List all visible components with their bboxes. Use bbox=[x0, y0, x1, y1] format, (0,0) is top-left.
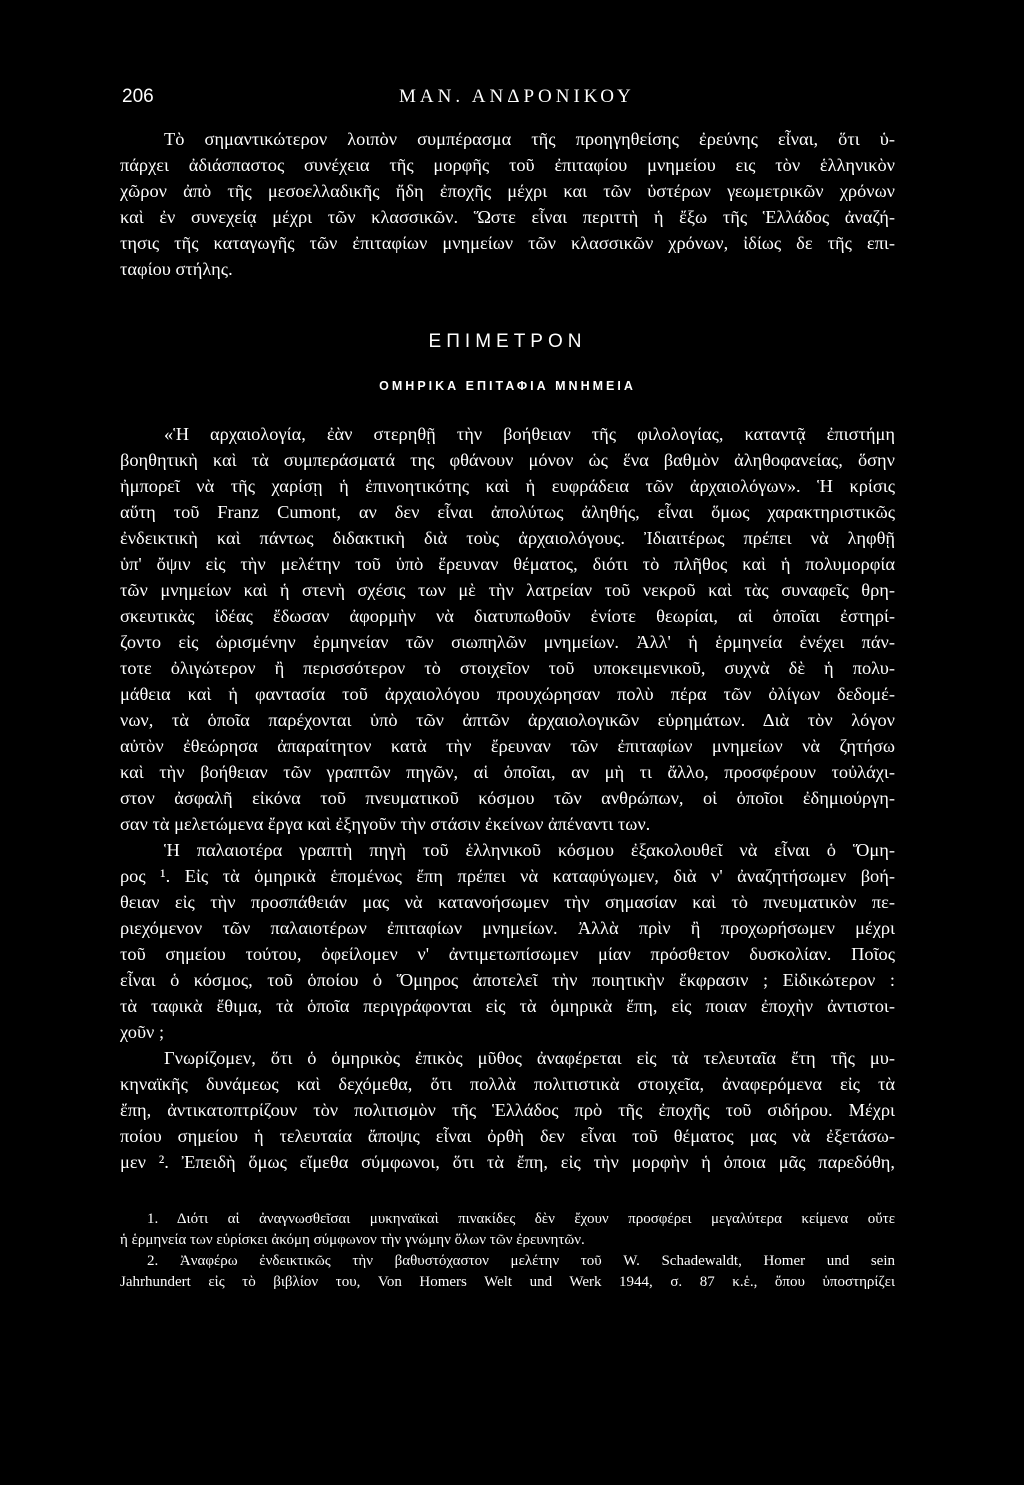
text-line: τησις τῆς καταγωγῆς τῶν ἐπιταφίων μνημείων τῶν κλασσικῶν χρόνων, ἰδίως δε τῆς επι- bbox=[120, 233, 895, 253]
running-head bbox=[120, 84, 895, 110]
text-line: μάθεια καὶ ἡ φαντασία τοῦ ἀρχαιολόγου προυχώρησαν πολὺ πέρα τῶν ὀλίγων δεδομέ- bbox=[120, 684, 895, 704]
text-line: μεν ². Ἐπειδὴ ὅμως εἴμεθα σύμφωνοι, ὅτι τὰ ἔπη, εἰς τὴν μορφὴν ἡ ὁποια μᾶς παρεδόθη, bbox=[120, 1152, 895, 1172]
section-title: ΕΠΙΜΕΤΡΟΝ bbox=[428, 331, 587, 352]
text-line: στον ἀσφαλῆ εἰκόνα τοῦ πνευματικοῦ κόσμου τῶν ανθρώπων, οἱ ὁποῖοι ἐδημιούργη- bbox=[120, 788, 895, 808]
text-line: Ἡ παλαιοτέρα γραπτὴ πηγὴ τοῦ ἑλληνικοῦ κόσμου ἐξακολουθεῖ νὰ εἶναι ὁ Ὅμη- bbox=[164, 840, 895, 860]
page-number: 206 bbox=[122, 86, 154, 107]
footnote-line: 2. Ἀναφέρω ἐνδεικτικῶς τὴν βαθυστόχαστον μελέτην τοῦ W. Schadewaldt, Homer und sein bbox=[147, 1253, 895, 1269]
text-line: τὰ ταφικὰ ἔθιμα, τὰ ὁποῖα περιγράφονται εἰς τὰ ὁμηρικὰ ἔπη, εἰς ποιαν ἐποχὴν ἀντιστοι- bbox=[120, 996, 895, 1016]
text-line: ριεχόμενον τῶν παλαιοτέρων ἐπιταφίων μνημείων. Ἀλλὰ πρὶν ἢ προχωρήσωμεν μέχρι bbox=[120, 918, 895, 938]
text-line: τῶν μνημείων καὶ ἡ στενὴ σχέσις των μὲ τὴν λατρείαν τοῦ νεκροῦ καὶ τὰς συναφεῖς θρη- bbox=[120, 580, 895, 600]
text-line: Γνωρίζομεν, ὅτι ὁ ὁμηρικὸς ἐπικὸς μῦθος ἀναφέρεται εἰς τὰ τελευταῖα ἔτη τῆς μυ- bbox=[164, 1048, 895, 1068]
footnote-line: Jahrhundert εἰς τὸ βιβλίον του, Von Homers Welt und Werk 1944, σ. 87 κ.ἑ., ὅπου ὑποστηρίζει bbox=[120, 1274, 895, 1290]
text-line: ὑπ' ὄψιν εἰς τὴν μελέτην τοῦ ὑπὸ ἔρευναν θέματος, διότι τὸ πλῆθος καὶ ἡ πολυμορφία bbox=[120, 554, 895, 574]
text-line: «Ἡ αρχαιολογία, ἐὰν στερηθῇ τὴν βοήθειαν τῆς φιλολογίας, καταντᾷ ἐπιστήμη bbox=[164, 424, 895, 444]
text-line: αὐτὸν ἐθεώρησα ἀπαραίτητον κατὰ τὴν ἔρευναν τῶν ἐπιταφίων μνημείων νὰ ζητήσω bbox=[120, 736, 895, 756]
footnote-line: ἡ ἑρμηνεία των εὑρίσκει ἀκόμη σύμφωνον τὴν γνώμην ὅλων τῶν ἐρευνητῶν. bbox=[120, 1232, 585, 1248]
text-line: καὶ τὴν βοήθειαν τῶν γραπτῶν πηγῶν, αἱ ὁποῖαι, αν μὴ τι ἄλλο, προσφέρουν τοὐλάχι- bbox=[120, 762, 895, 782]
text-line: πάρχει ἀδιάσπαστος συνέχεια τῆς μορφῆς τοῦ ἐπιταφίου μνημείου εις τὸν ἑλληνικὸν bbox=[120, 155, 895, 175]
text-line: βοηθητικὴ καὶ τὰ συμπεράσματά της φθάνουν μόνον ὡς ἕνα βαθμὸν ἀληθοφανείας, ὅσην bbox=[120, 450, 895, 470]
text-line: καὶ ἐν συνεχείᾳ μέχρι τῶν κλασσικῶν. Ὥστε εἶναι περιττὴ ἡ ἔξω τῆς Ἑλλάδος ἀναζή- bbox=[120, 207, 895, 227]
text-line: σαν τὰ μελετώμενα ἔργα καὶ ἐξηγοῦν τὴν στάσιν ἐκείνων ἀπέναντι των. bbox=[120, 814, 651, 834]
text-line: χῶρον ἀπὸ τῆς μεσοελλαδικῆς ἤδη ἐποχῆς μέχρι και τῶν ὑστέρων γεωμετρικῶν χρόνων bbox=[120, 181, 895, 201]
text-line: ἐνδεικτικὴ καὶ πάντως διδακτικὴ διὰ τοὺς ἀρχαιολόγους. Ἰδιαιτέρως πρέπει νὰ ληφθῇ bbox=[120, 528, 895, 548]
section-subtitle: ΟΜΗΡΙΚΑ ΕΠΙΤΑΦΙΑ ΜΝΗΜΕΙΑ bbox=[379, 379, 636, 393]
text-line: νων, τὰ ὁποῖα παρέχονται ὑπὸ τῶν ἀπτῶν ἀρχαιολογικῶν εὑρημάτων. Διὰ τὸν λόγον bbox=[120, 710, 895, 730]
text-line: σκευτικὰς ἰδέας ἔδωσαν ἀφορμὴν νὰ διατυπωθοῦν ἐνίοτε θεωρίαι, αἱ ὁποῖαι ἐστηρί- bbox=[120, 606, 895, 626]
text-line: εἶναι ὁ κόσμος, τοῦ ὁποίου ὁ Ὅμηρος ἀποτελεῖ τὴν ποιητικὴν ἔκφρασιν ; Εἰδικώτερον : bbox=[120, 970, 895, 990]
text-line: κηναϊκῆς δυνάμεως καὶ δεχόμεθα, ὅτι πολλὰ πολιτιστικὰ στοιχεῖα, ἀναφερόμενα εἰς τὰ bbox=[120, 1074, 895, 1094]
text-line: ταφίου στήλης. bbox=[120, 259, 233, 279]
text-line: ποίου σημείου ἡ τελευταία ἄποψις εἶναι ὀρθὴ δεν εἶναι τοῦ θέματος μας νὰ ἐξετάσω- bbox=[120, 1126, 895, 1146]
text-line: τοῦ σημείου τούτου, ὀφείλομεν ν' ἀντιμετωπίσωμεν μίαν πρόσθετον δυσκολίαν. Ποῖος bbox=[120, 944, 895, 964]
text-line: θειαν εἰς τὴν προσπάθειάν μας νὰ κατανοήσωμεν τὴν σημασίαν καὶ τὸ πνευματικὸν πε- bbox=[120, 892, 895, 912]
text-line: ἠμπορεῖ νὰ τῆς χαρίσῃ ἡ ἐπινοητικότης καὶ ἡ ευφράδεια τῶν ἀρχαιολόγων». Ἡ κρίσις bbox=[120, 476, 895, 496]
text-line: αὕτη τοῦ Franz Cumont, αν δεν εἶναι ἀπολύτως ἀληθής, εἶναι ὅμως χαρακτηριστικῶς bbox=[120, 502, 895, 522]
footnote-line: 1. Διότι αἱ ἀναγνωσθεῖσαι μυκηναϊκαὶ πινακίδες δὲν ἔχουν προσφέρει μεγαλύτερα κείμενα οὔτε bbox=[147, 1211, 895, 1227]
text-line: τοτε ὀλιγώτερον ἢ περισσότερον τὸ στοιχεῖον τοῦ υποκειμενικοῦ, συχνὰ δὲ ἡ πολυ- bbox=[120, 658, 895, 678]
text-line: ἔπη, ἀντικατοπτρίζουν τὸν πολιτισμὸν τῆς Ἑλλάδος πρὸ τῆς ἐποχῆς τοῦ σιδήρου. Μέχρι bbox=[120, 1100, 895, 1120]
running-author: ΜΑΝ. ΑΝΔΡΟΝΙΚΟΥ bbox=[399, 86, 635, 107]
text-line: Τὸ σημαντικώτερον λοιπὸν συμπέρασμα τῆς προηγηθείσης ἐρεύνης εἶναι, ὅτι ὑ- bbox=[164, 129, 895, 149]
text-line: ρος ¹. Εἰς τὰ ὁμηρικὰ ἑπομένως ἔπη πρέπει νὰ καταφύγωμεν, διὰ ν' ἀναζητήσωμεν βοή- bbox=[120, 866, 895, 886]
text-line: ζοντο εἰς ὡρισμένην ἑρμηνείαν τῶν σιωπηλῶν μνημείων. Ἀλλ' ἡ ἑρμηνεία ἐνέχει πάν- bbox=[120, 632, 895, 652]
text-line: χοῦν ; bbox=[120, 1022, 165, 1042]
